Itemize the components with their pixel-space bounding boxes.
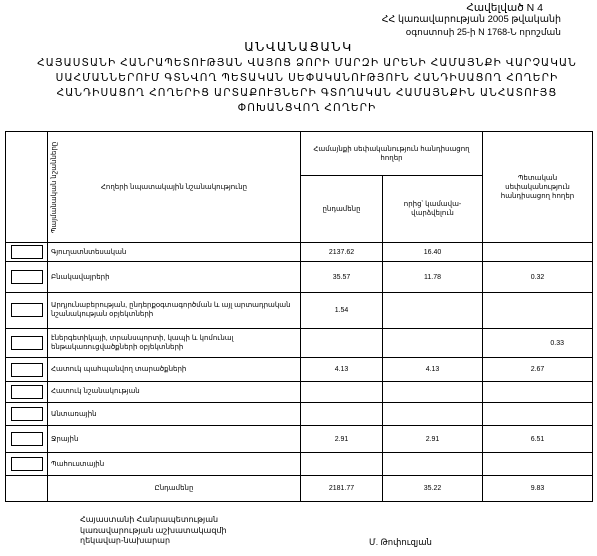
row-name: Գյուղատնտեսական	[48, 243, 301, 262]
row-of-which	[383, 402, 483, 425]
signatory-line: Հայաստանի Հանրապետության	[80, 515, 219, 524]
row-name: Անտառային	[48, 402, 301, 425]
table-row	[6, 243, 593, 262]
row-state: 0.32	[483, 262, 593, 292]
row-total: 1.54	[301, 292, 383, 328]
row-state: 2.67	[483, 358, 593, 381]
row-name: Պահուստային	[48, 453, 301, 475]
row-total: 4.13	[301, 358, 383, 381]
header-purpose: Հողերի նպատակային նշանակությունը	[48, 132, 301, 243]
signatory-line: ղեկավար-նախարար	[80, 536, 171, 545]
row-of-which: 16.40	[383, 243, 483, 262]
header-total: ընդամենը	[301, 176, 383, 243]
table-row	[6, 329, 593, 358]
row-name: Հատուկ նշանակության	[48, 381, 301, 402]
table-row	[6, 358, 593, 381]
table-row	[6, 453, 593, 475]
row-total: 2.91	[301, 426, 383, 453]
legend-swatch	[11, 432, 43, 446]
row-of-which	[383, 453, 483, 475]
row-of-which	[383, 292, 483, 328]
table-row	[6, 402, 593, 425]
signatory-line: կառավարության աշխատակազմի	[80, 525, 227, 535]
header-of-which: որից՝ կամավա- վարձվելուն	[383, 176, 483, 243]
row-total: 2137.62	[301, 243, 383, 262]
row-name: էներգետիկայի, տրանսպորտի, կապի և կոմունալ ենթակառուցվածքների օբյեկտների	[48, 329, 301, 358]
row-state	[483, 453, 593, 475]
legend-swatch	[11, 336, 43, 350]
document-title: ԱՆՎԱՆԱՑԱՆԿ	[244, 40, 353, 54]
signatory-name: Մ. Թոփուզյան	[369, 537, 432, 547]
subtitle-line: ՍԱՀՄԱՆՆԵՐՈՒՄ ԳՏՆՎՈՂ ՊԵՏԱԿԱՆ ՍԵՓԱԿԱՆՈՒԹՅՈՒՆ ՀԱՆԴԻՍԱՑՈՂ ՀՈՂԵՐԻ	[55, 72, 559, 84]
row-name: Հատուկ պահպանվող տարածքների	[48, 358, 301, 381]
row-total	[301, 329, 383, 358]
row-name: Ջրային	[48, 426, 301, 453]
row-state: 0.33	[483, 329, 593, 358]
table-row	[6, 262, 593, 292]
legend-swatch	[11, 245, 43, 259]
row-of-which: 4.13	[383, 358, 483, 381]
row-of-which	[383, 381, 483, 402]
total-of-which: 35.22	[383, 475, 483, 501]
legend-swatch	[11, 303, 43, 317]
total-label: Ընդամենը	[48, 475, 301, 501]
table-row	[6, 381, 593, 402]
row-total	[301, 453, 383, 475]
total-row	[6, 475, 593, 501]
total-state: 9.83	[483, 475, 593, 501]
legend-swatch	[11, 385, 43, 399]
header-state: Պետական սեփականություն հանդիսացող հողեր	[483, 132, 593, 243]
row-state	[483, 402, 593, 425]
header-community: Համայնքի սեփականություն հանդիսացող հողեր	[301, 132, 483, 176]
row-state	[483, 292, 593, 328]
document-subtitle	[36, 56, 578, 116]
row-total	[301, 402, 383, 425]
annex-line-3: օգոստոսի 25-ի N 1768-Ն որոշման	[405, 27, 561, 37]
total-sum: 2181.77	[301, 475, 383, 501]
row-name: Արդյունաբերության, ընդերքօգտագործման և այլ արտադրական նշանակության օբյեկտների	[48, 292, 301, 328]
header-code-label: Պայմանական նշանները	[51, 141, 59, 233]
subtitle-line: ՓՈԽԱՆՑՎՈՂ ՀՈՂԵՐԻ	[237, 102, 377, 114]
row-state	[483, 243, 593, 262]
legend-swatch	[11, 270, 43, 284]
row-of-which: 11.78	[383, 262, 483, 292]
annex-number: Հավելված N 4	[466, 2, 543, 14]
land-table	[5, 131, 593, 502]
row-total	[301, 381, 383, 402]
row-of-which	[383, 329, 483, 358]
row-state: 6.51	[483, 426, 593, 453]
row-state	[483, 381, 593, 402]
table-row	[6, 292, 593, 328]
annex-line-2: ՀՀ կառավարության 2005 թվականի	[381, 14, 561, 25]
annex-header	[321, 2, 561, 38]
subtitle-line: ՀԱՆԴԻՍԱՑՈՂ ՀՈՂԵՐԻՑ ԱՐՏԱՔՈՒՅՆԵՐԻ ԳՏՈՂԱԿԱՆ ՀԱՄԱՅՆՔԻՆ ԱՆՀԱՏՈՒՅՑ	[56, 87, 558, 99]
table-row	[6, 426, 593, 453]
header-code	[6, 132, 59, 243]
legend-swatch	[11, 363, 43, 377]
subtitle-line: ՀԱՅԱՍՏԱՆԻ ՀԱՆՐԱՊԵՏՈՒԹՅԱՆ ՎԱՅՈՑ ՁՈՐԻ ՄԱՐԶԻ ԱՐԵՆԻ ՀԱՄԱՅՆՔԻ ՎԱՐՉԱԿԱՆ	[37, 57, 577, 69]
row-name: Բնակավայրերի	[48, 262, 301, 292]
legend-swatch	[11, 457, 43, 471]
legend-swatch	[11, 407, 43, 421]
row-of-which: 2.91	[383, 426, 483, 453]
row-total: 35.57	[301, 262, 383, 292]
signatory-title	[80, 515, 227, 547]
